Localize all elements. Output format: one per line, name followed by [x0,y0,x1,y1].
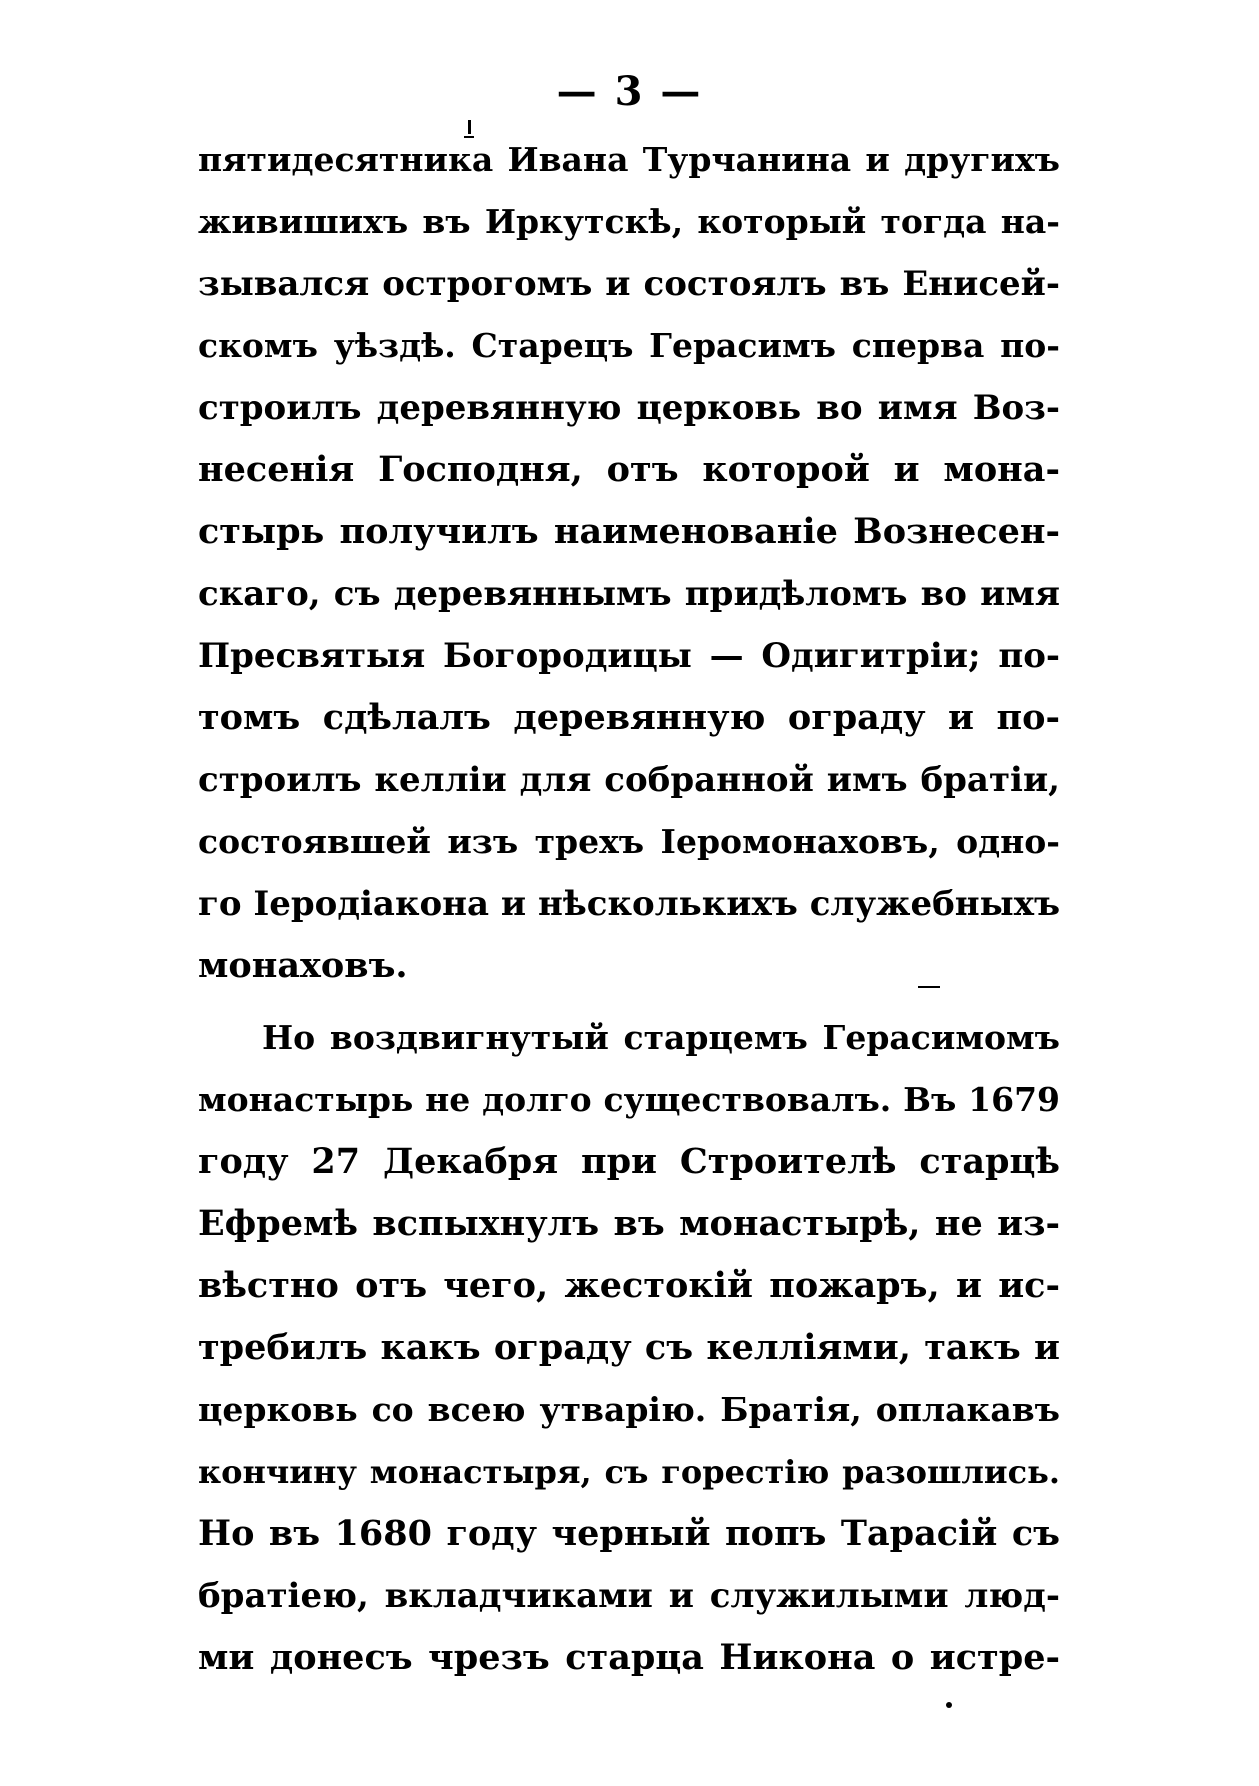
text-line: строилъ келліи для собранной имъ братіи, [198,760,1060,800]
text-line: зывался острогомъ и состоялъ въ Енисей- [198,264,1060,304]
page-number: — 3 — [556,68,703,115]
text-line: церковь со всею утварію. Братія, оплакавъ [198,1390,1060,1429]
text-line: Ефремѣ вспыхнулъ въ монастырѣ, не из- [198,1203,1060,1244]
text-line: Пресвятыя Богородицы — Одигитріи; по- [198,636,1060,676]
text-line: скаго, съ деревяннымъ придѣломъ во имя [198,574,1060,614]
scan-speck [918,986,940,988]
text-line: несенія Господня, отъ которой и мона- [198,449,1060,490]
text-line: году 27 Декабря при Строителѣ старцѣ [198,1141,1060,1182]
scan-speck [946,1702,952,1708]
text-line: ми донесъ чрезъ старца Никона о истре- [198,1637,1060,1678]
text-line: монаховъ. [198,945,408,986]
text-line: пятидесятника Ивана Турчанина и другихъ [198,140,1060,179]
scan-speck [464,136,474,138]
text-line: живишихъ въ Иркутскѣ, который тогда на- [198,202,1060,241]
text-line: Но воздвигнутый старцемъ Герасимомъ [262,1018,1060,1057]
text-line: монастырь не долго существовалъ. Въ 1679 [198,1080,1060,1119]
text-line: вѣстно отъ чего, жестокій пожаръ, и ис- [198,1265,1060,1306]
scan-speck [468,120,471,134]
text-line: кончину монастыря, съ горестію разошлись. [198,1453,1060,1491]
text-line: требилъ какъ ограду съ келліями, такъ и [198,1327,1060,1368]
text-line: Но въ 1680 году черный попъ Тарасій съ [198,1513,1060,1554]
text-line: братіею, вкладчиками и служилыми люд- [198,1576,1060,1616]
text-line: скомъ уѣздѣ. Старецъ Герасимъ сперва по- [198,326,1060,365]
text-line: томъ сдѣлалъ деревянную ограду и по- [198,697,1060,738]
text-line: го Іеродіакона и нѣсколькихъ служебныхъ [198,884,1060,924]
text-line: стырь получилъ наименованіе Вознесен- [198,511,1060,552]
text-line: состоявшей изъ трехъ Іеромонаховъ, одно- [198,822,1060,861]
text-line: строилъ деревянную церковь во имя Воз- [198,388,1060,428]
